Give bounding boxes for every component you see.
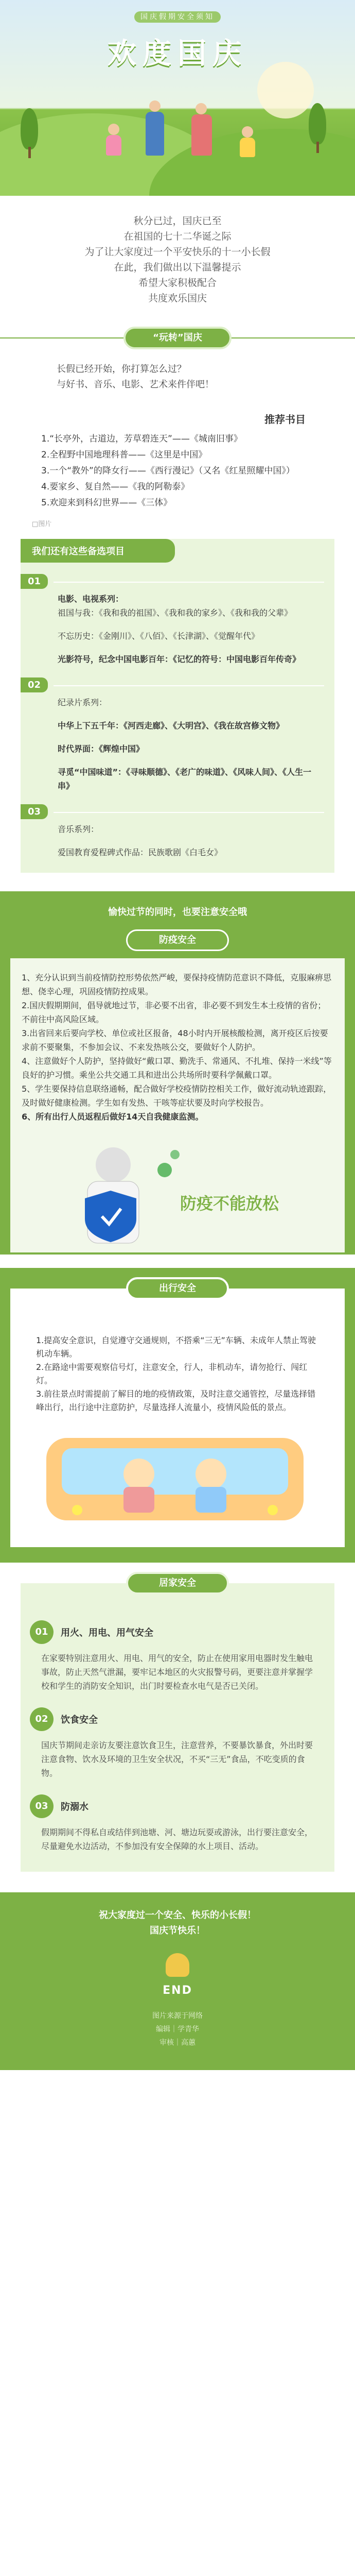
father-figure-icon: [149, 100, 161, 112]
home-item-01: [30, 1620, 334, 1644]
travel-item: 1.提高安全意识，自觉遵守交通规则，不搭乘“三无”车辆、未成年人禁止驾驶机动车辆。: [36, 1335, 316, 1359]
item-number: 02: [30, 1707, 54, 1731]
rec-item: 4.要家乡、复自然——《我的阿勒泰》: [41, 482, 190, 492]
panel-block-01: [21, 563, 334, 666]
travel-item: 2.在路途中需要观察信号灯，注意安全，行人，非机动车，请勿抢行、闯红灯。: [36, 1362, 308, 1385]
end-mark: END: [163, 1984, 192, 1997]
safety-list: [10, 958, 345, 1134]
block-entries: [21, 686, 334, 793]
entry: 音乐系列：: [58, 824, 99, 834]
home-panel: [21, 1578, 334, 1872]
tree-trunk: [28, 147, 31, 158]
section-header-play: [0, 324, 355, 352]
intro-line: 在祖国的七十二华诞之际: [123, 231, 232, 242]
tree-icon: [21, 108, 38, 149]
hero-title: 欢度国庆: [108, 37, 247, 71]
home-item-03: [30, 1794, 334, 1818]
child-figure-icon: [242, 126, 253, 138]
item-text: 假期期间不得私自或结伴到池塘、河、塘边玩耍或游泳，出行要注意安全，尽量避免水边活动，不参加没有安全保障的水上项目、活动。: [41, 1827, 313, 1851]
section-pill: 出行安全: [126, 1277, 229, 1300]
entry: 光影符号，纪念中国电影百年：《记忆的符号：中国电影百年传奇》: [58, 654, 301, 664]
entry: 爱国教育爱程碑式作品：民族歌剧《白毛女》: [58, 848, 223, 857]
panel-heading: 我们还有这些备选项目: [21, 539, 175, 563]
mother-figure-body: [191, 114, 212, 156]
father-figure-body: [146, 112, 164, 156]
safety-item: 6、所有出行人员返程后做好14天自我健康监测。: [22, 1112, 204, 1122]
tree-trunk: [316, 142, 319, 153]
alternatives-panel: [21, 539, 334, 873]
tree-icon: [309, 103, 326, 144]
entry: 电影、电视系列：: [58, 594, 124, 604]
rec-item: 3.一个“教外”的降女行——《西行漫记》（又名《红星照耀中国》）: [41, 466, 295, 476]
item-number: 03: [30, 1794, 54, 1818]
section-line: 与好书、音乐、电影、艺术来件伴吧！: [57, 379, 214, 390]
safety-band: [0, 891, 355, 1255]
section-pill: 居家安全: [126, 1572, 229, 1595]
travel-card: [10, 1283, 345, 1547]
safety-item: 5、学生要保持信息联络通畅，配合做好学校疫情防控相关工作，做好流动轨迹跟踪，及时做好健康检测。学生如有发热、干咳等症状要及时向学校报告。: [22, 1084, 332, 1108]
intro-line: 共度欢乐国庆: [148, 293, 207, 304]
credits: [0, 2009, 355, 2049]
item-text: 在家要特别注意用火、用电、用气的安全，防止在使用家用电器时发生触电事故，防止天然气泄漏，要牢记本地区的火灾报警号码，更要注意并掌握学校和学生的消防安全知识，出门时要检查水电气是否已关闭。: [41, 1653, 313, 1691]
intro-line: 秋分已过，国庆已至: [133, 215, 222, 227]
child-figure-body: [106, 135, 121, 156]
closing-message: 祝大家度过一个安全、快乐的小长假！: [99, 1910, 256, 1921]
rec-item: 1.“长亭外，古道边，芳草碧连天”——《城南旧事》: [41, 434, 242, 444]
safety-headline: 愉快过节的同时，也要注意安全哦: [108, 907, 247, 918]
safety-item: 2.国庆假期期间，倡导就地过节，非必要不出省，非必要不到发生本土疫情的省份；不前往中高风险区域。: [22, 1001, 326, 1024]
rec-title: 推荐书目: [264, 413, 306, 426]
epidemic-poster: [10, 1134, 345, 1252]
child-figure-icon: [108, 124, 119, 135]
intro-line: 在此，我们做出以下温馨提示: [114, 262, 241, 273]
travel-item: 3.前往景点时需提前了解目的地的疫情政策，及时注意交通管控，尽量选择错峰出行，出行途中注意防护，尽量选择人流量小，疫情风险低的景点。: [36, 1389, 316, 1412]
intro-line: 希望大家积极配合: [138, 277, 217, 289]
entry: 中华上下五千年：《河西走廊》、《大明宫》、《我在故宫修文物》: [58, 721, 285, 731]
car-illustration: [26, 1417, 324, 1531]
item-title: 用火、用电、用气安全: [61, 1628, 153, 1638]
safety-item: 4、注意做好个人防护，坚持做好“戴口罩、勤洗手、常通风、不扎堆、保持一米线”等良好的护习惯。乘坐公共交通工具和进出公共场所时要科学佩戴口罩。: [22, 1056, 332, 1080]
section-intro: [0, 352, 355, 398]
rec-item: 2.全程野中国地理科普——《这里是中国》: [41, 450, 207, 460]
travel-band: [0, 1268, 355, 1563]
block-entries: [21, 583, 334, 666]
page-bottom: [0, 2070, 355, 2091]
intro-line: 为了让大家度过一个平安快乐的十一小长假: [84, 246, 271, 258]
hero-kicker: 国庆假期安全须知: [0, 11, 355, 22]
entry: 不忘历史：《金刚川》、《八佰》、《长津湖》、《觉醒年代》: [58, 631, 260, 641]
entry: 纪录片系列：: [58, 698, 108, 707]
credit-line: 审核｜高蕙: [159, 2039, 196, 2047]
section-pill: 防疫安全: [126, 929, 229, 951]
entry: 寻觅“中国味道”：《寻味顺德》、《老广的味道》、《风味人间》、《人生一串》: [58, 767, 312, 791]
child-figure-body: [240, 138, 255, 157]
home-item-02: [30, 1707, 334, 1731]
travel-list: [26, 1325, 329, 1417]
hero-banner: [0, 0, 355, 196]
footer: [0, 1892, 355, 2070]
item-title: 饮食安全: [61, 1715, 98, 1725]
mother-figure-icon: [196, 103, 207, 114]
section-line: 长假已经开始，你打算怎么过？: [57, 364, 186, 375]
safety-item: 1、充分认识到当前疫情防控形势依然严峻，要保持疫情防范意识不降低，克服麻痹思想、侥幸心理，巩固疫情防控成果。: [22, 973, 332, 996]
block-number: 03: [21, 804, 48, 819]
item-number: 01: [30, 1620, 54, 1644]
panel-block-02: [21, 666, 334, 793]
rec-list: [0, 431, 355, 511]
section-pill: “玩转”国庆: [123, 327, 232, 349]
block-number: 01: [21, 574, 48, 589]
credit-line: 编辑｜学青华: [156, 2025, 199, 2033]
trophy-icon: [166, 1953, 189, 1977]
credit-line: 图片来源于网络: [152, 2012, 203, 2020]
closing-message: 国庆节快乐！: [150, 1925, 205, 1936]
intro-text: [0, 196, 355, 318]
entry: 时代界面：《辉煌中国》: [58, 744, 145, 754]
item-text: 国庆节期间走亲访友要注意饮食卫生，注意营养，不要暴饮暴食，外出时要注意食物、饮水及环境的卫生安全状况，不买“三无”食品，不吃变质的食物。: [41, 1740, 313, 1778]
block-entries: [21, 813, 334, 859]
rec-item: 5.欢迎来到科幻世界——《三体》: [41, 498, 172, 508]
safety-item: 3.出省回来后要向学校、单位或社区报备，48小时内开展核酸检测，离开疫区后按要求前不要聚集，不参加会议、不来发热咳公交，要做好个人防护。: [22, 1028, 328, 1052]
image-placeholder: □图片: [32, 520, 52, 528]
panel-block-03: [21, 793, 334, 859]
poster-slogan: 防疫不能放松: [180, 1194, 279, 1213]
doctor-shield-illustration: [10, 1134, 345, 1252]
item-title: 防溺水: [61, 1802, 88, 1812]
block-number: 02: [21, 677, 48, 692]
entry: 祖国与我：《我和我的祖国》、《我和我的家乡》、《我和我的父辈》: [58, 608, 293, 618]
